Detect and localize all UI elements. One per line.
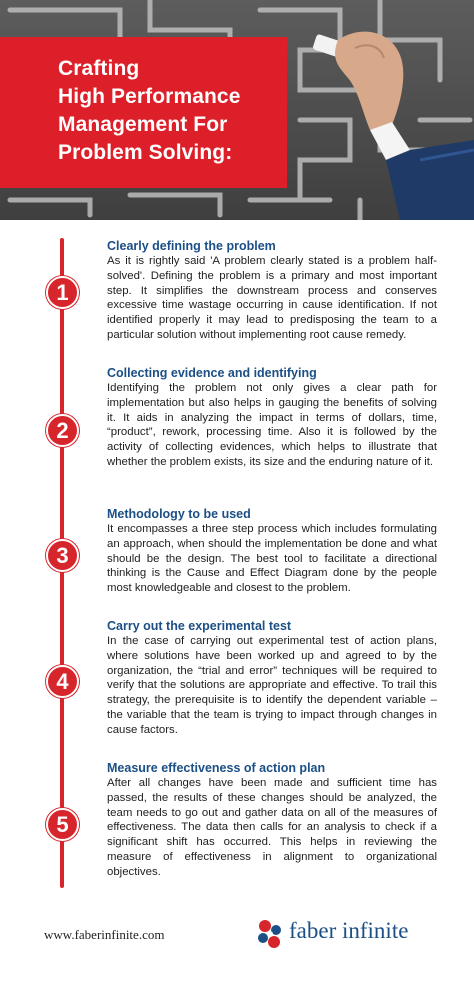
section-title: Measure effectiveness of action plan bbox=[107, 761, 326, 775]
section-experimental-test bbox=[107, 618, 437, 738]
section-collecting-evidence bbox=[107, 365, 437, 470]
section-title: Carry out the experimental test bbox=[107, 619, 292, 633]
section-title: Clearly defining the problem bbox=[107, 239, 276, 253]
hand-with-chalk-image bbox=[300, 0, 474, 220]
section-title: Methodology to be used bbox=[107, 507, 251, 521]
brand-name: faber infinite bbox=[289, 918, 409, 943]
section-body: In the case of carrying out experimental test of action plans, where solutions have been worked up and agreed to by the organization, the “trial and error” techniques will be required to verify that the solutions are appropriate and effective. To trail this strategy, the prerequisite is to identify the dependent variable – the variable that the team is trying to impact through changes in cause factors. bbox=[107, 635, 437, 736]
brand-logo bbox=[254, 914, 444, 954]
faber-infinite-logo-icon bbox=[254, 916, 286, 950]
section-body: It encompasses a three step process which includes formulating an approach, when should the implementation be done and what should be the design. The best tool to facilitate a directional thinking is the Cause and Effect Diagram done by the people most knowledgeable and closest to the problem. bbox=[107, 523, 437, 595]
section-measure-effectiveness bbox=[107, 760, 437, 880]
step-number-2: 2 bbox=[46, 414, 79, 447]
section-methodology bbox=[107, 506, 437, 596]
section-body: As it is rightly said 'A problem clearly stated is a problem half-solved'. Defining the problem is a primary and most important step. It simplifies the downstream process and conserves excessive time wastage occurring in cause identification. If not identified properly it may lead to predisposing the team to a particular solution without implementing root cause remedy. bbox=[107, 255, 437, 341]
website-link[interactable]: www.faberinfinite.com bbox=[44, 927, 165, 942]
section-title: Collecting evidence and identifying bbox=[107, 366, 317, 380]
section-body: Identifying the problem not only gives a clear path for implementation but also helps in gauging the benefits of solving it. It aids in analyzing the impact in terms of dollars, time, “product”, rework, processing time. Also it is followed by the activity of collecting evidences, which helps to illustrate that whether the problem exists, its size and the enduring nature of it. bbox=[107, 382, 437, 468]
page-title: Crafting High Performance Management For Problem Solving: bbox=[58, 57, 241, 164]
section-defining-problem bbox=[107, 238, 437, 343]
step-number-5: 5 bbox=[46, 808, 79, 841]
section-body: After all changes have been made and sufficient time has passed, the results of these changes should be analyzed, the team needs to go out and gather data on all of the measures of effectiveness. The data then calls for an analysis to check if a significant shift has occurred. This helps in reviewing the measure of effectiveness in alignment to organizational objectives. bbox=[107, 777, 437, 878]
step-number-1: 1 bbox=[46, 276, 79, 309]
title-box bbox=[0, 37, 287, 188]
step-number-4: 4 bbox=[46, 665, 79, 698]
step-number-3: 3 bbox=[46, 539, 79, 572]
header-banner bbox=[0, 0, 474, 220]
